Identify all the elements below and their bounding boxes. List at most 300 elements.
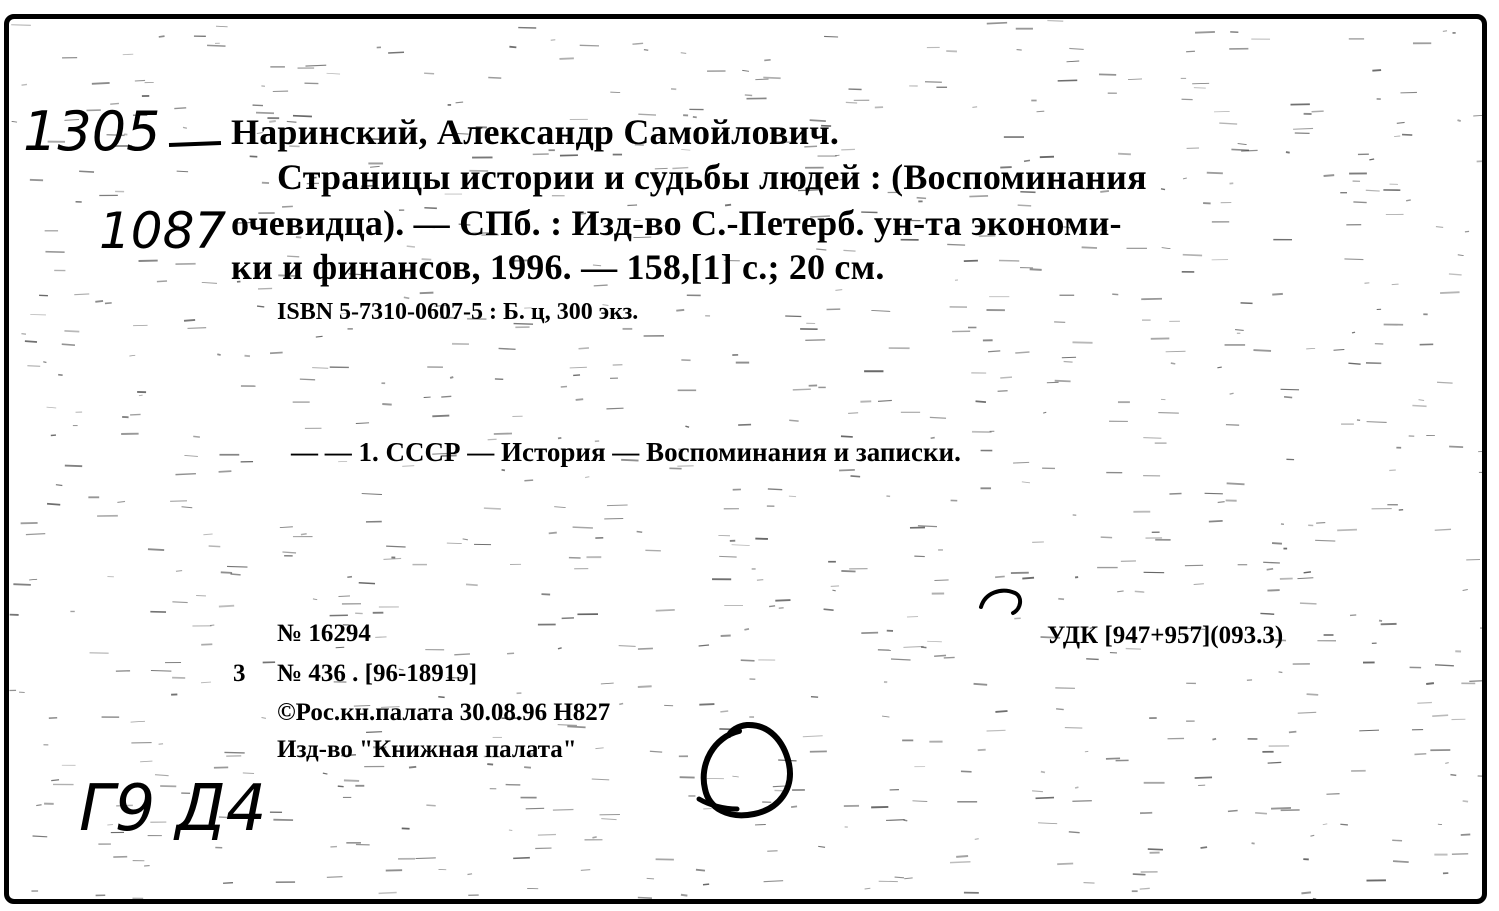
texture-dash <box>139 395 143 396</box>
texture-dash <box>456 102 464 103</box>
texture-dash <box>976 401 986 402</box>
texture-dash <box>650 751 662 752</box>
texture-dash <box>744 629 749 630</box>
texture-dash <box>29 579 37 580</box>
texture-dash <box>803 736 823 737</box>
texture-dash <box>176 571 182 572</box>
texture-dash <box>1183 255 1202 256</box>
texture-dash <box>1192 83 1209 84</box>
texture-dash <box>1414 754 1426 755</box>
texture-dash <box>988 351 1000 352</box>
texture-dash <box>131 721 145 722</box>
series-digit: 3 <box>233 660 246 687</box>
texture-dash <box>1289 732 1296 733</box>
texture-dash <box>632 43 643 44</box>
texture-dash <box>681 895 687 896</box>
texture-dash <box>1238 144 1247 145</box>
texture-dash <box>1000 377 1012 378</box>
texture-dash <box>1344 259 1363 260</box>
texture-dash <box>987 730 1006 731</box>
texture-dash <box>904 878 912 879</box>
texture-dash <box>1417 703 1432 704</box>
texture-dash <box>607 505 628 506</box>
texture-dash <box>1015 352 1029 353</box>
texture-dash <box>1437 382 1453 383</box>
texture-dash <box>1463 590 1468 591</box>
texture-dash <box>217 354 220 355</box>
texture-dash <box>656 610 675 611</box>
texture-dash <box>619 646 636 647</box>
texture-dash <box>1406 200 1411 201</box>
texture-dash <box>1463 801 1468 802</box>
texture-dash <box>257 306 264 307</box>
texture-dash <box>732 776 738 777</box>
texture-dash <box>995 711 1007 712</box>
texture-dash <box>484 508 501 509</box>
texture-dash <box>1128 79 1142 80</box>
texture-dash <box>438 697 444 698</box>
texture-dash <box>644 50 648 51</box>
book-chamber-line: ©Рос.кн.палата 30.08.96 Н827 <box>277 699 611 726</box>
texture-dash <box>1106 758 1120 759</box>
texture-dash <box>1072 801 1091 802</box>
texture-dash <box>1440 292 1459 293</box>
texture-dash <box>187 328 206 329</box>
texture-dash <box>699 704 714 705</box>
texture-dash <box>441 396 451 397</box>
texture-dash <box>467 874 472 875</box>
texture-dash <box>638 898 652 899</box>
texture-dash <box>1162 248 1171 249</box>
texture-dash <box>183 127 187 128</box>
texture-dash <box>719 556 736 557</box>
texture-dash <box>305 65 326 66</box>
texture-dash <box>47 407 57 408</box>
texture-dash <box>974 684 988 685</box>
texture-dash <box>538 835 556 836</box>
texture-dash <box>1301 892 1311 893</box>
texture-dash <box>312 368 328 369</box>
texture-dash <box>382 404 391 405</box>
texture-dash <box>11 25 31 26</box>
texture-dash <box>1022 578 1034 579</box>
texture-dash <box>323 773 328 774</box>
texture-dash <box>1255 813 1267 814</box>
texture-dash <box>65 466 82 467</box>
texture-dash <box>778 760 796 761</box>
texture-dash <box>895 877 904 878</box>
texture-dash <box>366 732 382 733</box>
texture-dash <box>47 504 60 505</box>
texture-dash <box>1393 861 1409 862</box>
texture-dash <box>1397 122 1405 123</box>
texture-dash <box>129 355 135 356</box>
texture-dash <box>362 494 382 495</box>
texture-dash <box>1272 294 1283 295</box>
texture-dash <box>1194 584 1204 585</box>
texture-dash <box>157 281 167 282</box>
texture-dash <box>595 748 603 749</box>
texture-dash <box>1310 835 1314 836</box>
texture-dash <box>1450 775 1456 776</box>
texture-dash <box>764 881 784 882</box>
subject-headings: — — 1. СССР — История — Воспоминания и записки. <box>291 437 961 467</box>
texture-dash <box>203 534 212 535</box>
texture-dash <box>1297 578 1313 579</box>
texture-dash <box>499 348 516 349</box>
texture-dash <box>313 599 317 600</box>
texture-dash <box>383 558 401 559</box>
texture-dash <box>95 301 103 302</box>
texture-dash <box>1013 462 1029 463</box>
texture-dash <box>1166 351 1186 352</box>
texture-dash <box>839 470 855 471</box>
texture-dash <box>184 455 198 456</box>
texture-dash <box>567 726 585 727</box>
texture-dash <box>553 810 574 811</box>
texture-dash <box>327 73 341 74</box>
texture-dash <box>1369 159 1374 160</box>
texture-dash <box>201 682 211 683</box>
texture-dash <box>1366 190 1380 191</box>
texture-dash <box>502 470 505 471</box>
texture-dash <box>934 655 946 656</box>
texture-dash <box>956 856 968 857</box>
texture-dash <box>21 334 26 335</box>
texture-dash <box>177 171 188 172</box>
texture-dash <box>558 648 562 649</box>
publisher-line: Изд-во "Книжная палата" <box>277 736 577 763</box>
texture-dash <box>791 806 797 807</box>
texture-dash <box>1445 763 1448 764</box>
texture-dash <box>416 858 436 859</box>
texture-dash <box>1041 772 1045 773</box>
texture-dash <box>524 767 531 768</box>
texture-dash <box>22 84 27 85</box>
texture-dash <box>769 606 775 607</box>
texture-dash <box>25 341 37 342</box>
texture-dash <box>1148 849 1163 850</box>
texture-dash <box>818 846 825 847</box>
texture-dash <box>1022 482 1030 483</box>
texture-dash <box>300 379 315 380</box>
texture-dash <box>912 801 927 802</box>
texture-dash <box>1171 363 1175 364</box>
texture-dash <box>720 711 728 712</box>
texture-dash <box>219 471 232 472</box>
texture-dash <box>135 80 145 81</box>
udk-code: УДК [947+957](093.3) <box>1047 622 1284 649</box>
texture-dash <box>280 527 293 528</box>
texture-dash <box>26 534 45 535</box>
texture-dash <box>1419 400 1425 401</box>
title-line-2: очевидца). — СПб. : Изд-во С.-Петерб. ун-та экономи- <box>231 203 1122 243</box>
texture-dash <box>638 648 653 649</box>
texture-dash <box>230 574 240 575</box>
texture-dash <box>1135 591 1145 592</box>
texture-dash <box>768 489 782 490</box>
texture-dash <box>995 576 1005 577</box>
texture-dash <box>742 70 749 71</box>
texture-dash <box>585 477 589 478</box>
texture-dash <box>79 171 94 172</box>
texture-dash <box>43 362 46 363</box>
texture-dash <box>793 389 811 390</box>
texture-dash <box>1253 350 1271 351</box>
texture-dash <box>832 590 835 591</box>
texture-dash <box>62 344 75 345</box>
title-line-1: Страницы истории и судьбы людей : (Воспоминания <box>277 157 1147 197</box>
texture-dash <box>841 571 855 572</box>
texture-dash <box>282 552 296 553</box>
texture-dash <box>592 837 596 838</box>
texture-dash <box>619 704 623 705</box>
texture-dash <box>432 416 449 417</box>
texture-dash <box>764 60 770 61</box>
texture-dash <box>1298 712 1316 713</box>
texture-dash <box>1086 659 1099 660</box>
texture-dash <box>1118 154 1131 155</box>
texture-dash <box>219 606 234 607</box>
texture-dash <box>1227 483 1245 484</box>
texture-dash <box>450 377 453 378</box>
texture-dash <box>379 892 397 893</box>
texture-dash <box>1241 150 1257 151</box>
catalog-card <box>4 14 1487 904</box>
texture-dash <box>1032 791 1043 792</box>
texture-dash <box>338 786 344 787</box>
texture-dash <box>1069 48 1083 49</box>
texture-dash <box>327 877 343 878</box>
texture-dash <box>573 527 593 528</box>
texture-dash <box>426 805 435 806</box>
texture-dash <box>972 107 977 108</box>
texture-dash <box>184 320 195 321</box>
record-number: № 436 . [96-18919] <box>277 660 478 687</box>
texture-dash <box>223 883 233 884</box>
texture-dash <box>1082 247 1097 248</box>
texture-dash <box>74 294 89 295</box>
texture-dash <box>1235 330 1244 331</box>
texture-dash <box>1195 777 1212 778</box>
texture-dash <box>1272 543 1282 544</box>
texture-dash <box>824 609 834 610</box>
texture-dash <box>601 819 616 820</box>
texture-dash <box>1047 20 1063 21</box>
texture-dash <box>789 420 798 421</box>
texture-dash <box>1304 572 1311 573</box>
texture-dash <box>676 310 684 311</box>
texture-dash <box>1359 730 1379 731</box>
texture-dash <box>1183 178 1187 179</box>
texture-dash <box>1043 412 1046 413</box>
texture-dash <box>1367 422 1387 423</box>
texture-dash <box>699 645 709 646</box>
texture-dash <box>1037 111 1045 112</box>
texture-dash <box>1284 397 1292 398</box>
texture-dash <box>513 858 530 859</box>
texture-dash <box>917 198 926 199</box>
handwritten-number-mid: 1087 <box>99 202 227 260</box>
texture-dash <box>763 78 780 79</box>
texture-dash <box>1201 847 1208 848</box>
texture-dash <box>174 108 186 109</box>
texture-dash <box>1268 762 1282 763</box>
handwritten-number-top: 1305 <box>23 100 161 163</box>
texture-dash <box>1263 562 1280 563</box>
texture-dash <box>579 348 589 349</box>
texture-dash <box>1436 227 1443 228</box>
texture-dash <box>409 767 416 768</box>
texture-dash <box>463 539 468 540</box>
texture-dash <box>1337 530 1357 531</box>
texture-dash <box>1231 149 1249 150</box>
texture-dash <box>1228 811 1238 812</box>
texture-dash <box>681 53 686 54</box>
texture-dash <box>1315 540 1335 541</box>
texture-dash <box>175 474 195 475</box>
texture-dash <box>1195 32 1215 33</box>
texture-dash <box>1457 120 1460 121</box>
texture-dash <box>1161 189 1165 190</box>
texture-dash <box>151 670 171 671</box>
texture-dash <box>182 507 193 508</box>
texture-dash <box>1064 362 1073 363</box>
texture-dash <box>601 683 614 684</box>
texture-dash <box>987 23 1007 24</box>
texture-dash <box>1057 864 1073 865</box>
texture-dash <box>846 102 857 103</box>
texture-dash <box>359 583 375 584</box>
texture-dash <box>1293 128 1313 129</box>
texture-dash <box>950 862 970 863</box>
texture-dash <box>745 95 752 96</box>
texture-dash <box>1030 269 1042 270</box>
texture-dash <box>1306 348 1315 349</box>
texture-dash <box>1372 70 1381 71</box>
texture-dash <box>1334 350 1345 351</box>
texture-dash <box>1271 808 1291 809</box>
texture-dash <box>638 686 652 687</box>
texture-dash <box>148 549 164 550</box>
texture-dash <box>559 58 573 59</box>
texture-dash <box>757 580 763 581</box>
texture-dash <box>1067 61 1080 62</box>
texture-dash <box>1449 274 1462 275</box>
texture-dash <box>1230 393 1234 394</box>
texture-dash <box>209 546 221 547</box>
texture-dash <box>1478 776 1482 777</box>
texture-dash <box>1056 709 1064 710</box>
texture-dash <box>64 331 79 332</box>
texture-dash <box>1260 613 1274 614</box>
texture-dash <box>927 641 942 642</box>
texture-dash <box>1435 665 1454 666</box>
texture-dash <box>227 566 247 567</box>
texture-dash <box>1426 683 1434 684</box>
texture-dash <box>1055 381 1071 382</box>
texture-dash <box>1461 834 1471 835</box>
texture-dash <box>1323 824 1327 825</box>
texture-dash <box>202 283 217 284</box>
texture-dash <box>424 73 434 74</box>
texture-dash <box>270 353 283 354</box>
texture-dash <box>1412 406 1426 407</box>
texture-dash <box>891 659 911 660</box>
texture-dash <box>488 78 501 79</box>
texture-dash <box>105 303 112 304</box>
texture-dash <box>824 36 838 37</box>
texture-dash <box>1286 152 1290 153</box>
texture-dash <box>1394 136 1400 137</box>
title-line-3: ки и финансов, 1996. — 158,[1] с.; 20 см. <box>231 247 885 287</box>
texture-dash <box>140 761 152 762</box>
texture-dash <box>773 786 788 787</box>
texture-dash <box>580 45 599 46</box>
texture-dash <box>159 36 165 37</box>
texture-dash <box>344 780 359 781</box>
texture-dash <box>1340 824 1348 825</box>
texture-dash <box>1069 832 1080 833</box>
texture-dash <box>1352 332 1355 333</box>
texture-dash <box>454 654 470 655</box>
texture-dash <box>1324 175 1335 176</box>
texture-dash <box>1432 715 1448 716</box>
texture-dash <box>1477 161 1482 162</box>
texture-dash <box>1435 529 1451 530</box>
texture-dash <box>570 367 587 368</box>
texture-dash <box>51 780 59 781</box>
texture-dash <box>1469 681 1482 682</box>
texture-dash <box>1267 569 1273 570</box>
texture-dash <box>1212 739 1216 740</box>
texture-dash <box>1207 173 1223 174</box>
texture-dash <box>1473 115 1482 116</box>
texture-dash <box>606 408 623 409</box>
texture-dash <box>466 584 478 585</box>
texture-dash <box>301 534 307 535</box>
texture-dash <box>975 839 979 840</box>
texture-dash <box>871 310 890 311</box>
texture-dash <box>193 436 200 437</box>
texture-dash <box>36 805 41 806</box>
texture-dash <box>685 426 689 427</box>
texture-dash <box>696 870 705 871</box>
texture-dash <box>1036 798 1054 799</box>
texture-dash <box>1449 447 1463 448</box>
texture-dash <box>918 526 937 527</box>
texture-dash <box>637 531 643 532</box>
texture-dash <box>549 533 557 534</box>
texture-dash <box>930 417 946 418</box>
texture-dash <box>921 647 926 648</box>
texture-dash <box>221 572 232 573</box>
texture-dash <box>1075 787 1078 788</box>
texture-dash <box>33 836 48 837</box>
texture-dash <box>998 391 1008 392</box>
texture-dash <box>1300 603 1317 604</box>
texture-dash <box>1307 694 1319 695</box>
texture-dash <box>386 546 405 547</box>
texture-dash <box>703 884 709 885</box>
texture-dash <box>509 47 516 48</box>
texture-dash <box>261 718 265 719</box>
texture-dash <box>1218 502 1225 503</box>
texture-dash <box>56 485 62 486</box>
texture-dash <box>1458 255 1464 256</box>
texture-dash <box>903 646 923 647</box>
texture-dash <box>316 336 323 337</box>
